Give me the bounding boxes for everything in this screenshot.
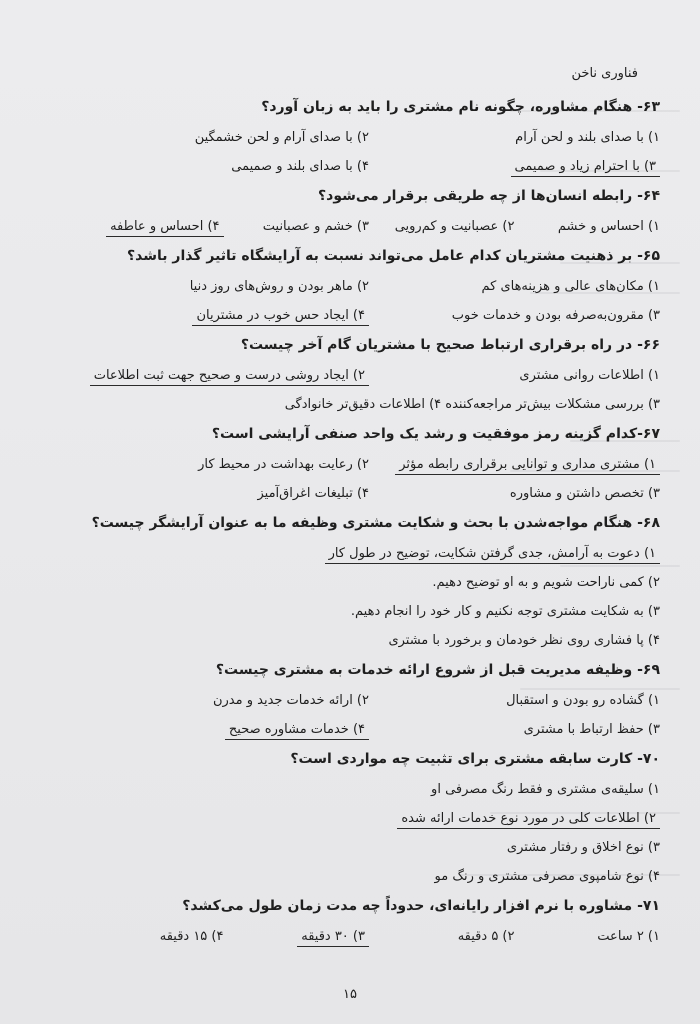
option-3-marked-answer: ۳) ۳۰ دقیقه xyxy=(297,929,369,947)
option-2-marked-answer: ۲) ایجاد روشی درست و صحیح جهت ثبت اطلاعات xyxy=(90,368,369,386)
option-1: ۱) گشاده رو بودن و استقبال xyxy=(506,693,660,708)
question-title: ۶۴- رابطه انسان‌ها از چه طریقی برقرار می‌شود؟ xyxy=(318,188,660,204)
option-2: ۲) کمی ناراحت شویم و به او توضیح دهیم. xyxy=(432,575,660,590)
option-4-marked-answer: ۴) احساس و عاطفه xyxy=(106,219,223,237)
question-title: ۷۰- کارت سابقه مشتری برای تثبیت چه مواردی است؟ xyxy=(290,751,660,767)
option-4: ۴) ۱۵ دقیقه xyxy=(159,929,224,944)
option-1: ۱) با صدای بلند و لحن آرام xyxy=(515,130,660,145)
option-3: ۳) خشم و عصبانیت xyxy=(262,219,369,234)
option-3: ۳) حفظ ارتباط با مشتری xyxy=(523,722,660,737)
question-69 xyxy=(78,655,660,744)
question-66 xyxy=(78,330,660,419)
option-2: ۲) با صدای آرام و لحن خشمگین xyxy=(194,130,369,145)
option-2: ۲) ارائه خدمات جدید و مدرن xyxy=(212,693,369,708)
option-2: ۲) ماهر بودن و روش‌های روز دنیا xyxy=(189,279,369,294)
option-1: ۱) احساس و خشم xyxy=(557,219,660,234)
option-1: ۱) سلیقه‌ی مشتری و فقط رنگ مصرفی او xyxy=(431,782,660,797)
page-number: ۱۵ xyxy=(343,987,357,1002)
question-title: ۷۱- مشاوره با نرم افزار رایانه‌ای، حدوداً چه مدت زمان طول می‌کشد؟ xyxy=(182,898,660,914)
question-title: ۶۵- بر ذهنیت مشتریان کدام عامل می‌تواند نسبت به آرایشگاه تاثیر گذار باشد؟ xyxy=(127,248,660,264)
running-header: فناوری ناخن xyxy=(571,66,638,81)
question-64 xyxy=(78,181,660,241)
option-3-marked-answer: ۳) با احترام زیاد و صمیمی xyxy=(511,159,660,177)
question-title: ۶۸- هنگام مواجه‌شدن با بحث و شکایت مشتری وظیفه ما به عنوان آرایشگر چیست؟ xyxy=(91,515,660,531)
question-70 xyxy=(78,744,660,891)
question-title: ۶۶- در راه برقراری ارتباط صحیح با مشتریان گام آخر چیست؟ xyxy=(240,337,660,353)
questions-list xyxy=(78,92,660,951)
option-3: ۳) به شکایت مشتری توجه نکنیم و کار خود را انجام دهیم. xyxy=(350,604,660,619)
option-1-marked-answer: ۱) دعوت به آرامش، جدی گرفتن شکایت، توضیح در طول کار xyxy=(325,546,660,564)
option-3: ۳) نوع اخلاق و رفتار مشتری xyxy=(506,840,660,855)
option-1-marked-answer: ۱) مشتری مداری و توانایی برقراری رابطه مؤثر xyxy=(395,457,660,475)
option-4: ۴) اطلاعات دقیق‌تر خانوادگی xyxy=(284,397,442,412)
question-65 xyxy=(78,241,660,330)
option-4-marked-answer: ۴) ایجاد حس خوب در مشتریان xyxy=(192,308,369,326)
option-2: ۲) ۵ دقیقه xyxy=(457,929,515,944)
option-4: ۴) تبلیغات اغراق‌آمیز xyxy=(257,486,369,501)
option-2: ۲) عصبانیت و کم‌رویی xyxy=(394,219,515,234)
option-2: ۲) رعایت بهداشت در محیط کار xyxy=(198,457,369,472)
option-3: ۳) بررسی مشکلات بیش‌تر مراجعه‌کننده xyxy=(445,397,660,412)
question-67 xyxy=(78,419,660,508)
option-1: ۱) ۲ ساعت xyxy=(597,929,660,944)
question-63 xyxy=(78,92,660,181)
option-4: ۴) با صدای بلند و صمیمی xyxy=(231,159,369,174)
question-title: ۶۳- هنگام مشاوره، چگونه نام مشتری را باید به زبان آورد؟ xyxy=(261,99,660,115)
option-2-marked-answer: ۲) اطلاعات کلی در مورد نوع خدمات ارائه شده xyxy=(397,811,660,829)
option-1: ۱) اطلاعات روانی مشتری xyxy=(519,368,660,383)
option-3: ۳) تخصص داشتن و مشاوره xyxy=(509,486,660,501)
question-71 xyxy=(78,891,660,951)
question-title: ۶۷-کدام گزینه رمز موفقیت و رشد یک واحد صنفی آرایشی است؟ xyxy=(211,426,660,442)
option-3: ۳) مقرون‌به‌صرفه بودن و خدمات خوب xyxy=(451,308,660,323)
option-4: ۴) نوع شامپوی مصرفی مشتری و رنگ مو xyxy=(434,869,660,884)
question-title: ۶۹- وظیفه مدیریت قبل از شروع ارائه خدمات به مشتری چیست؟ xyxy=(215,662,660,678)
option-1: ۱) مکان‌های عالی و هزینه‌های کم xyxy=(481,279,660,294)
option-4-marked-answer: ۴) خدمات مشاوره صحیح xyxy=(225,722,369,740)
option-4: ۴) پا فشاری روی نظر خودمان و برخورد با مشتری xyxy=(388,633,660,648)
question-68 xyxy=(78,508,660,655)
